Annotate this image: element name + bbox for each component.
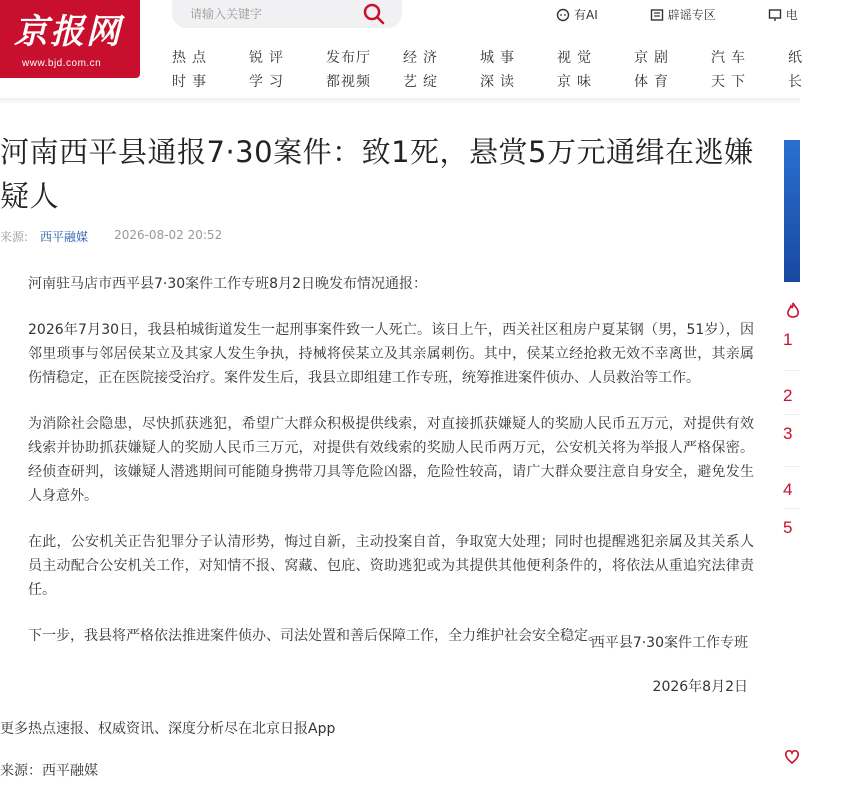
- footer-source: 来源：西平融媒: [0, 763, 98, 779]
- nav-item[interactable]: 深读: [480, 74, 520, 90]
- rank-number[interactable]: 4: [783, 480, 793, 499]
- heart-icon[interactable]: [784, 748, 800, 766]
- nav-item[interactable]: 京剧: [634, 50, 674, 66]
- nav-item[interactable]: 都视频: [326, 74, 371, 90]
- nav-column: [711, 46, 788, 94]
- paragraph: 为消除社会隐患，尽快抓获逃犯，希望广大群众积极提供线索，对直接抓获嫌疑人的奖励人民币五万元，对提供有效线索并协助抓获嫌疑人的奖励人民币三万元，对提供有效线索的奖励人民币两万元，公安机关将为举报人严格保密。经侦查研判，该嫌疑人潜逃期间可能随身携带刀具等危险凶器，危险性较高，请广大群众要注意自身安全，避免发生人身意外。: [28, 416, 754, 504]
- newspaper-icon: [650, 8, 664, 22]
- search-bar: [172, 0, 402, 28]
- publish-date: 2026-08-02 20:52: [114, 228, 223, 242]
- epaper-link-label: 电: [785, 8, 798, 22]
- rank-number[interactable]: 2: [783, 386, 793, 405]
- nav-item[interactable]: 长: [788, 74, 808, 90]
- ai-link-label: 有AI: [574, 8, 598, 22]
- nav-item[interactable]: 纸: [788, 50, 808, 66]
- footer-promo: 更多热点速报、权威资讯、深度分析尽在北京日报App: [0, 721, 336, 737]
- nav-column: [557, 46, 634, 94]
- signature: 西平县7·30案件工作专班: [590, 635, 748, 651]
- signature-date: 2026年8月2日: [652, 679, 748, 695]
- nav-column: [326, 46, 403, 94]
- nav-item[interactable]: 汽车: [711, 50, 751, 66]
- paragraph: 下一步，我县将严格依法推进案件侦办、司法处置和善后保障工作，全力维护社会安全稳定。: [28, 628, 602, 644]
- nav-item[interactable]: 热点: [172, 50, 212, 66]
- search-input[interactable]: [190, 4, 350, 24]
- rumor-link-label: 辟谣专区: [667, 8, 716, 22]
- divider: [784, 370, 800, 371]
- rank-number[interactable]: 1: [783, 330, 793, 349]
- logo-url: www.bjd.com.cn: [22, 58, 102, 69]
- divider: [784, 466, 800, 467]
- article-body: [28, 272, 754, 670]
- nav-item[interactable]: 天下: [711, 74, 751, 90]
- nav-item[interactable]: 发布厅: [326, 50, 371, 66]
- source-label: 来源:: [0, 230, 29, 244]
- nav-item[interactable]: 锐评: [249, 50, 289, 66]
- source-link[interactable]: 西平融媒: [40, 230, 89, 244]
- nav-item[interactable]: 体育: [634, 74, 674, 90]
- nav-column: [249, 46, 326, 94]
- article-meta: [0, 228, 222, 245]
- nav-item[interactable]: 经济: [403, 50, 443, 66]
- rumor-link[interactable]: [650, 6, 716, 23]
- site-logo[interactable]: [0, 0, 140, 78]
- nav-item[interactable]: 学习: [249, 74, 289, 90]
- search-icon: [362, 2, 386, 26]
- ai-link[interactable]: [556, 6, 598, 23]
- nav-item[interactable]: 京味: [557, 74, 597, 90]
- nav-column: [480, 46, 557, 94]
- nav-column: [172, 46, 249, 94]
- main-nav: [172, 46, 808, 94]
- logo-text: 京报网: [14, 12, 122, 52]
- search-button[interactable]: [362, 2, 386, 26]
- divider: [784, 414, 800, 415]
- site-header: [0, 0, 808, 100]
- nav-item[interactable]: 艺绽: [403, 74, 443, 90]
- nav-item[interactable]: 视觉: [557, 50, 597, 66]
- nav-column: [788, 46, 808, 94]
- paragraph: 在此，公安机关正告犯罪分子认清形势，悔过自新，主动投案自首，争取宽大处理；同时也提醒逃犯亲属及其关系人员主动配合公安机关工作，对知情不报、窝藏、包庇、资助逃犯或为其提供其他便利条件的，将依法从重追究法律责任。: [28, 534, 754, 598]
- fire-icon: [786, 302, 800, 320]
- nav-column: [403, 46, 480, 94]
- nav-column: [634, 46, 711, 94]
- header-divider: [0, 98, 800, 104]
- paragraph: 河南驻马店市西平县7·30案件工作专班8月2日晚发布情况通报：: [28, 276, 427, 292]
- divider: [784, 508, 800, 509]
- nav-item[interactable]: 城事: [480, 50, 520, 66]
- side-banner[interactable]: [784, 140, 800, 282]
- rank-number[interactable]: 5: [783, 518, 793, 537]
- chat-icon: [556, 8, 570, 22]
- epaper-link[interactable]: [768, 6, 798, 23]
- nav-item[interactable]: 时事: [172, 74, 212, 90]
- top-links: [556, 6, 850, 23]
- paragraph: 2026年7月30日，我县柏城街道发生一起刑事案件致一人死亡。该日上午，西关社区租房户夏某钢（男，51岁），因邻里琐事与邻居侯某立及其家人发生争执，持械将侯某立及其亲属刺伤。其中，侯某立经抢救无效不幸离世，其亲属伤情稳定，正在医院接受治疗。案件发生后，我县立即组建工作专班，统筹推进案件侦办、人员救治等工作。: [28, 322, 754, 386]
- article-title: 河南西平县通报7·30案件：致1死，悬赏5万元通缉在逃嫌疑人: [0, 135, 754, 213]
- screen-icon: [768, 8, 782, 22]
- rank-number[interactable]: 3: [783, 424, 793, 443]
